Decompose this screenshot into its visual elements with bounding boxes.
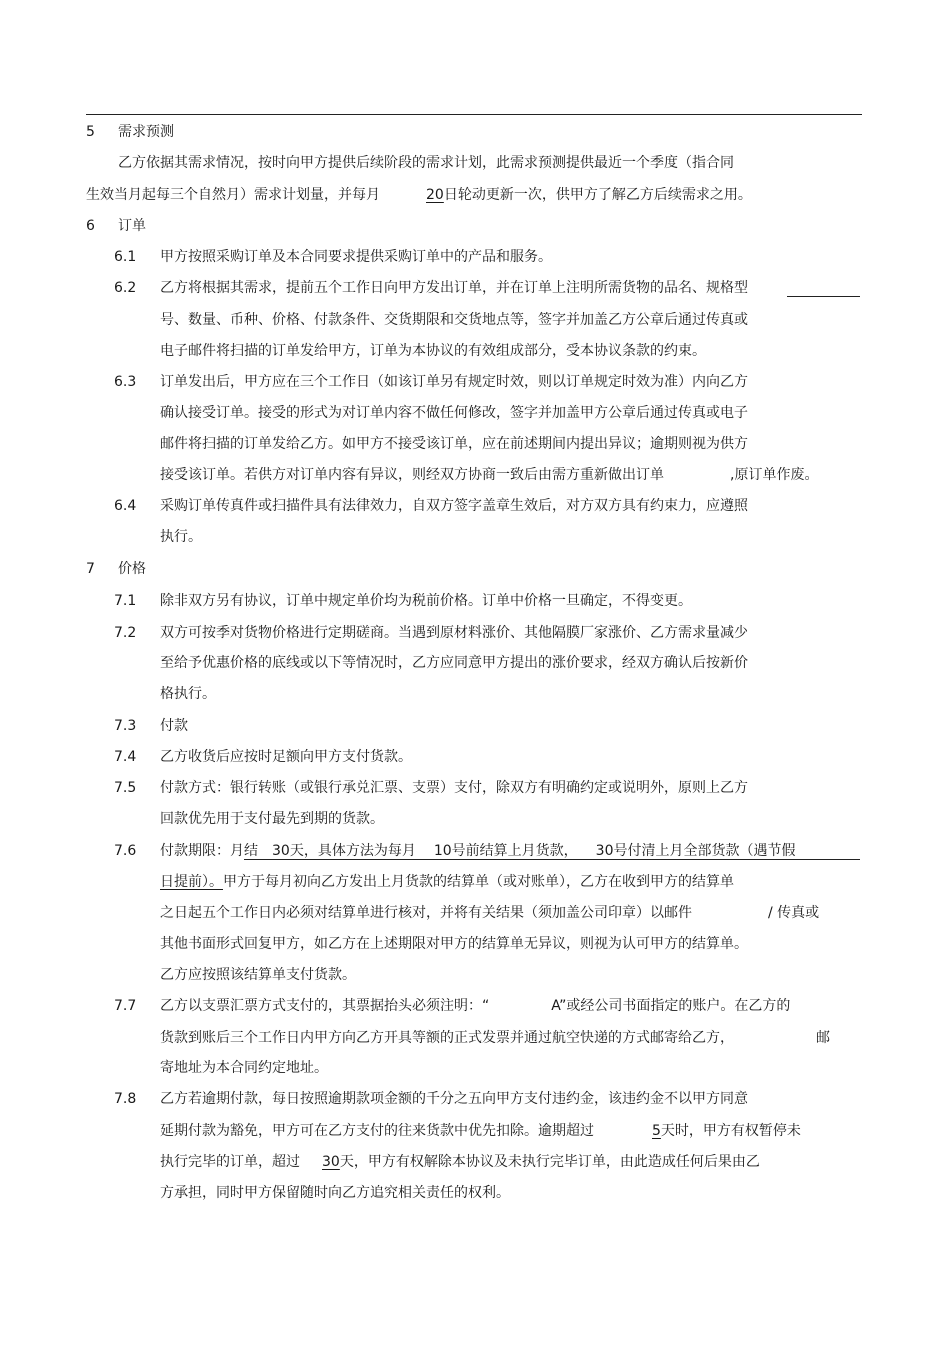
clause-number: 7.3 (114, 718, 137, 734)
paragraph-line: 其他书面形式回复甲方，如乙方在上述期限对甲方的结算单无异议，则视为认可甲方的结算单。 (160, 936, 748, 952)
paragraph-line: 乙方应按照该结算单支付货款。 (160, 967, 356, 983)
section-number: 5 (86, 124, 95, 140)
paragraph-line: 接受该订单。若供方对订单内容有异议，则经双方协商一致后由需方重新做出订单 ,原订单作废。 (160, 467, 819, 483)
clause-number: 7.2 (114, 625, 137, 641)
paragraph-line: 号、数量、币种、价格、付款条件、交货期限和交货地点等，签字并加盖乙方公章后通过传真或 (160, 312, 748, 328)
paragraph-line: 采购订单传真件或扫描件具有法律效力，自双方签字盖章生效后，对方双方具有约束力，应遵照 (160, 498, 748, 514)
paragraph-line: 至给予优惠价格的底线或以下等情况时，乙方应同意甲方提出的涨价要求，经双方确认后按新价 (160, 655, 748, 671)
paragraph-line: 延期付款为豁免，甲方可在乙方支付的往来货款中优先扣除。逾期超过 5天时，甲方有权暂停未 (160, 1123, 801, 1139)
paragraph-line: 之日起五个工作日内必须对结算单进行核对，并将有关结果（须加盖公司印章）以邮件 / 传真或 (160, 905, 820, 921)
section-number: 6 (86, 218, 95, 234)
paragraph-line: 双方可按季对货物价格进行定期磋商。当遇到原材料涨价、其他隔膜厂家涨价、乙方需求量减少 (160, 625, 748, 641)
clause-number: 6.2 (114, 280, 137, 296)
paragraph-line: 付款期限：月结 30天，具体方法为每月 10号前结算上月货款， 30号付清上月全部货款（遇节假 (160, 843, 796, 859)
paragraph-line: 电子邮件将扫描的订单发给甲方，订单为本协议的有效组成部分，受本协议条款的约束。 (160, 343, 706, 359)
clause-number: 6.3 (114, 374, 137, 390)
clause-number: 6.4 (114, 498, 137, 514)
paragraph-line: 乙方若逾期付款，每日按照逾期款项金额的千分之五向甲方支付违约金，该违约金不以甲方同意 (160, 1091, 748, 1107)
section-title: 价格 (118, 561, 146, 577)
paragraph-line: 确认接受订单。接受的形式为对订单内容不做任何修改，签字并加盖甲方公章后通过传真或电子 (160, 405, 748, 421)
section-number: 7 (86, 561, 95, 577)
paragraph-line: 付款方式：银行转账（或银行承兑汇票、支票）支付，除双方有明确约定或说明外，原则上乙方 (160, 780, 748, 796)
paragraph-line: 日提前）。甲方于每月初向乙方发出上月货款的结算单（或对账单），乙方在收到甲方的结算单 (160, 874, 734, 890)
section-title: 需求预测 (118, 124, 174, 140)
underline-fill (787, 296, 860, 297)
paragraph-line: 乙方收货后应按时足额向甲方支付货款。 (160, 749, 412, 765)
clause-number: 7.6 (114, 843, 137, 859)
paragraph-line: 方承担，同时甲方保留随时向乙方追究相关责任的权利。 (160, 1185, 510, 1201)
paragraph-line: 乙方将根据其需求，提前五个工作日向甲方发出订单，并在订单上注明所需货物的品名、规格型 (160, 280, 748, 296)
paragraph-line: 货款到账后三个工作日内甲方向乙方开具等额的正式发票并通过航空快递的方式邮寄给乙方， 邮 (160, 1030, 830, 1046)
paragraph-line: 订单发出后，甲方应在三个工作日（如该订单另有规定时效，则以订单规定时效为准）内向乙方 (160, 374, 748, 390)
paragraph-line: 格执行。 (160, 686, 216, 702)
paragraph-line: 回款优先用于支付最先到期的货款。 (160, 811, 384, 827)
paragraph-line: 乙方依据其需求情况，按时向甲方提供后续阶段的需求计划，此需求预测提供最近一个季度（指合同 (118, 155, 734, 171)
clause-number: 7.4 (114, 749, 137, 765)
header-rule (86, 114, 862, 115)
clause-number: 7.1 (114, 593, 137, 609)
paragraph-line: 除非双方另有协议，订单中规定单价均为税前价格。订单中价格一旦确定，不得变更。 (160, 593, 692, 609)
clause-number: 7.5 (114, 780, 137, 796)
paragraph-line: 生效当月起每三个自然月）需求计划量，并每月 20日轮动更新一次，供甲方了解乙方后续需求之用。 (86, 187, 752, 203)
paragraph-line: 付款 (160, 718, 188, 734)
paragraph-line: 执行完毕的订单，超过 30天，甲方有权解除本协议及未执行完毕订单，由此造成任何后果由乙 (160, 1154, 760, 1170)
clause-number: 7.8 (114, 1091, 137, 1107)
paragraph-line: 邮件将扫描的订单发给乙方。如甲方不接受该订单，应在前述期间内提出异议；逾期则视为供方 (160, 436, 748, 452)
underline-fill (244, 859, 860, 860)
section-title: 订单 (118, 218, 146, 234)
paragraph-line: 乙方以支票汇票方式支付的，其票据抬头必须注明：“ A”或经公司书面指定的账户。在乙方的 (160, 998, 791, 1014)
clause-number: 7.7 (114, 998, 137, 1014)
paragraph-line: 寄地址为本合同约定地址。 (160, 1060, 328, 1076)
clause-number: 6.1 (114, 249, 137, 265)
paragraph-line: 执行。 (160, 529, 202, 545)
paragraph-line: 甲方按照采购订单及本合同要求提供采购订单中的产品和服务。 (160, 249, 552, 265)
